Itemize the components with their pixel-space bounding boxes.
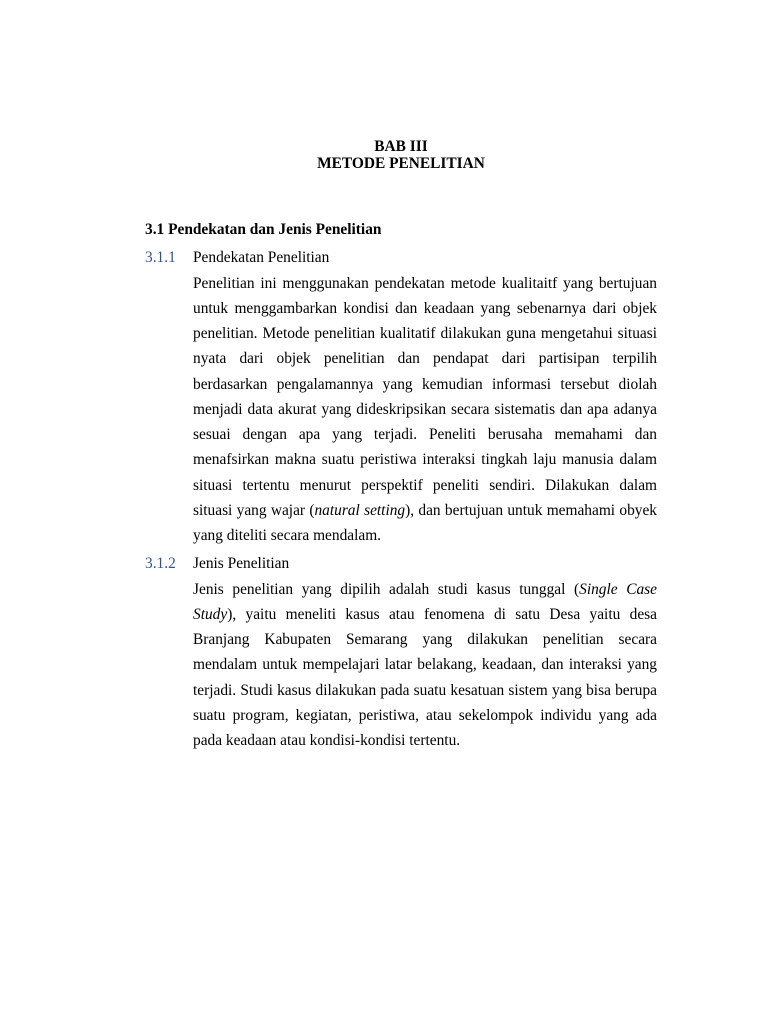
subsection-paragraph (193, 271, 657, 549)
paragraph-line (193, 678, 657, 703)
paragraph-line (193, 271, 657, 296)
subsection-heading (145, 245, 657, 270)
paragraph-line (193, 372, 657, 397)
text-segment: ), yaitu meneliti kasus atau fenomena di satu Desa yaitu desa (227, 605, 657, 623)
text-segment: nyata dari objek penelitian dan pendapat dari partisipan terpilih (193, 350, 657, 368)
italic-term: Study (193, 605, 228, 623)
paragraph-line (193, 397, 657, 422)
text-segment: menafsirkan makna suatu peristiwa interaksi tingkah laju manusia dalam (193, 451, 657, 469)
paragraph-line (193, 602, 657, 627)
text-segment: Branjang Kabupaten Semarang yang dilakukan penelitian secara (193, 631, 657, 648)
subsection-heading (145, 551, 657, 576)
subsection-number: 3.1.2 (145, 554, 176, 572)
paragraph-line (193, 703, 657, 728)
text-segment: terjadi. Studi kasus dilakukan pada suatu kesatuan sistem yang bisa berupa (193, 681, 657, 699)
text-segment: situasi yang wajar ( (193, 501, 315, 519)
chapter-name: METODE PENELITIAN (317, 155, 485, 172)
section-heading: 3.1 Pendekatan dan Jenis Penelitian (145, 220, 382, 238)
subsection-number: 3.1.1 (145, 248, 176, 266)
text-segment: menjadi data akurat yang dideskripsikan secara sistematis dan apa adanya (193, 400, 657, 418)
text-segment: Penelitian ini menggunakan pendekatan metode kualitaitf yang bertujuan (193, 274, 657, 292)
italic-term: Single Case (579, 580, 657, 598)
subsection-title: Pendekatan Penelitian (193, 248, 330, 266)
text-segment: yang diteliti secara mendalam. (193, 527, 382, 544)
paragraph-line (193, 321, 657, 346)
paragraph-line (193, 346, 657, 371)
text-segment: Jenis penelitian yang dipilih adalah studi kasus tunggal ( (193, 580, 580, 598)
paragraph-line (193, 577, 657, 602)
chapter-number: BAB III (374, 137, 428, 155)
text-segment: ), dan bertujuan untuk memahami obyek (405, 501, 657, 519)
text-segment: sesuai dengan apa yang terjadi. Peneliti berusaha memahami dan (193, 426, 657, 443)
text-segment: berdasarkan pengalamannya yang kemudian informasi tersebut diolah (193, 375, 657, 393)
paragraph-line (193, 296, 657, 321)
text-segment: pada keadaan atau kondisi-kondisi tertentu. (193, 732, 461, 749)
subsection-paragraph (193, 577, 657, 754)
paragraph-line (193, 473, 657, 498)
italic-term: natural setting (314, 501, 406, 519)
text-segment: untuk menggambarkan kondisi dan keadaan yang sebenarnya dari objek (193, 299, 657, 317)
paragraph-line (193, 498, 657, 523)
paragraph-line (193, 652, 657, 677)
paragraph-line (193, 523, 657, 548)
subsection-title: Jenis Penelitian (193, 554, 290, 572)
paragraph-line (193, 627, 657, 652)
paragraph-line (193, 447, 657, 472)
paragraph-line (193, 728, 657, 753)
text-segment: penelitian. Metode penelitian kualitatif dilakukan guna mengetahui situasi (193, 325, 657, 342)
chapter-title (145, 138, 657, 173)
paragraph-line (193, 422, 657, 447)
text-segment: situasi tertentu menurut perspektif peneliti sendiri. Dilakukan dalam (193, 476, 657, 494)
text-segment: mendalam untuk mempelajari latar belakang, keadaan, dan interaksi yang (193, 656, 657, 674)
text-segment: suatu program, kegiatan, peristiwa, atau sekelompok individu yang ada (193, 706, 657, 724)
